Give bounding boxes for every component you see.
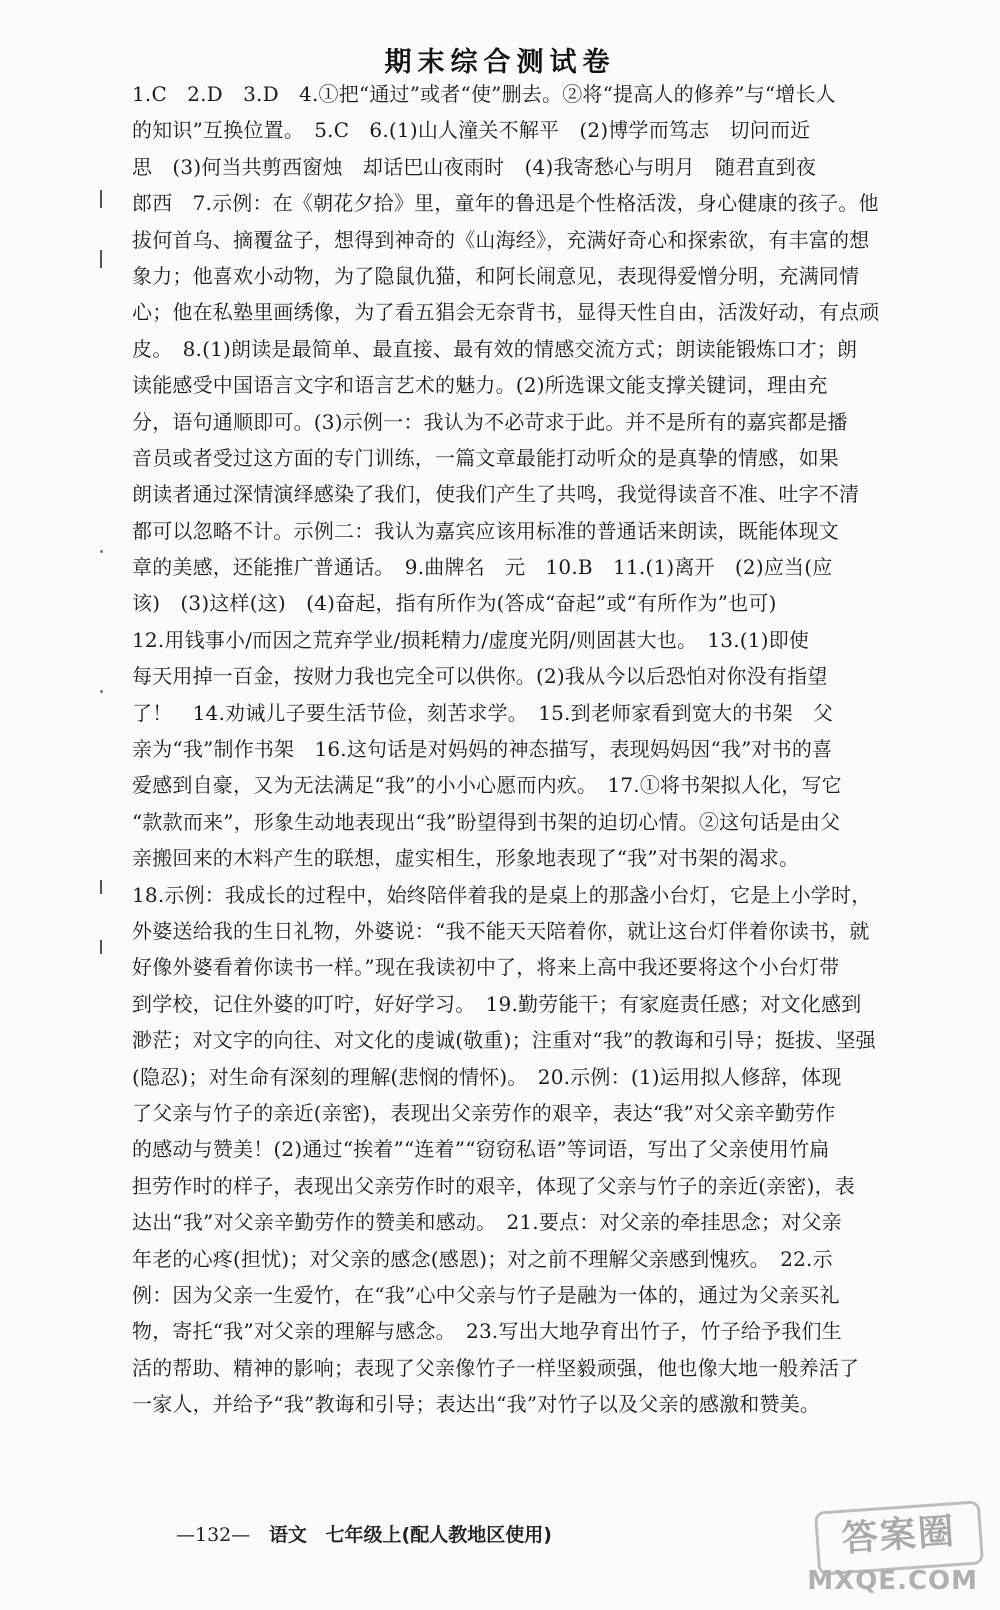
- watermark-url: MXQE.COM: [807, 1566, 978, 1596]
- answer-line: 外婆送给我的生日礼物，外婆说：“我不能天天陪着你，就让这台灯伴着你读书，就: [132, 918, 870, 943]
- footer: [176, 1520, 564, 1547]
- answer-line: “款款而来”，形象生动地表现出“我”盼望得到书架的迫切心情。②这句话是由父: [132, 809, 841, 834]
- answer-line: 渺茫；对文字的向往、对文化的虔诚(敬重)；注重对“我”的教诲和引导；挺拔、坚强: [132, 1028, 876, 1053]
- answer-line: 例：因为父亲一生爱竹，在“我”心中父亲与竹子是融为一体的，通过为父亲买礼: [132, 1282, 840, 1307]
- answer-line: 读能感受中国语言文字和语言艺术的魅力。(2)所选课文能支撑关键词，理由充: [132, 373, 828, 398]
- binding-mark: [100, 190, 102, 208]
- answer-line: 12.用钱事小/而因之荒弃学业/损耗精力/虚度光阴/则固甚大也。 13.(1)即使: [132, 627, 810, 652]
- answer-line: 思 (3)何当共剪西窗烛 却话巴山夜雨时 (4)我寄愁心与明月 随君直到夜: [132, 154, 817, 179]
- answer-line: 都可以忽略不计。示例二：我认为嘉宾应该用标准的普通话来朗读，既能体现文: [132, 518, 839, 543]
- subject-label: 语文: [268, 1524, 307, 1546]
- answer-line: 郎西 7.示例：在《朝花夕拾》里，童年的鲁迅是个性格活泼，身心健康的孩子。他: [132, 191, 879, 216]
- margin-binding-marks: [92, 150, 112, 1050]
- answer-line: 物，寄托“我”对父亲的理解与感念。 23.写出大地孕育出竹子，竹子给予我们生: [132, 1319, 842, 1344]
- answer-line: 象力；他喜欢小动物，为了隐鼠仇猫，和阿长闹意见，表现得爱憎分明，充满同情: [132, 263, 860, 288]
- answer-line: 到学校，记住外婆的叮咛，好好学习。 19.勤劳能干；有家庭责任感；对文化感到: [132, 991, 862, 1016]
- answer-line: 年老的心疼(担忧)；对父亲的感念(感恩)；对之前不理解父亲感到愧疚。 22.示: [132, 1246, 833, 1271]
- page-number: —132—: [176, 1524, 251, 1546]
- answer-line: 一家人，并给予“我”教诲和引导；表达出“我”对竹子以及父亲的感激和赞美。: [132, 1392, 821, 1417]
- binding-mark: [100, 550, 103, 553]
- answer-line: 达出“我”对父亲辛勤劳作的赞美和感动。 21.要点：对父亲的牵挂思念；对父亲: [132, 1210, 842, 1235]
- binding-mark: [100, 940, 102, 954]
- answer-line: 的感动与赞美！(2)通过“挨着”“连着”“窃窃私语”等词语，写出了父亲使用竹扁: [132, 1137, 830, 1162]
- binding-mark: [100, 880, 102, 894]
- answer-line: 章的美感，还能推广普通话。 9.曲牌名 元 10.B 11.(1)离开 (2)应当(应: [132, 555, 833, 580]
- answer-line: 分，语句通顺即可。(3)示例一：我认为不必苛求于此。并不是所有的嘉宾都是播: [132, 409, 848, 434]
- watermark-badge: 答案圈: [814, 1500, 984, 1575]
- answer-line: 每天用掉一百金，按财力我也完全可以供你。(2)我从今以后恐怕对你没有指望: [132, 664, 828, 689]
- answer-line: 亲搬回来的木料产生的联想，虚实相生，形象地表现了“我”对书架的渴求。: [132, 846, 800, 871]
- answer-line: 音员或者受过这方面的专门训练，一篇文章最能打动听众的是真挚的情感，如果: [132, 445, 839, 470]
- answer-line: 1.C 2.D 3.D 4.①把“通过”或者“使”删去。②将“提高人的修养”与“增长人: [132, 82, 836, 106]
- answer-line: 担劳作时的样子，表现出父亲劳作时的艰辛，体现了父亲与竹子的亲近(亲密)，表: [132, 1173, 856, 1198]
- binding-mark: [100, 250, 102, 268]
- answer-line: 该) (3)这样(这) (4)奋起，指有所作为(答成“奋起”或“有所作为”也可): [132, 591, 777, 616]
- watermark: [807, 1506, 982, 1602]
- answer-line: 心；他在私塾里画绣像，为了看五猖会无奈背书，显得天性自由，活泼好动，有点顽: [132, 300, 880, 325]
- answer-line: 爱感到自豪，又为无法满足“我”的小小心愿而内疚。 17.①将书架拟人化，写它: [132, 773, 842, 798]
- answer-line: 18.示例：我成长的过程中，始终陪伴着我的是桌上的那盏小台灯，它是上小学时，: [132, 882, 872, 907]
- answer-line: 拔何首乌、摘覆盆子，想得到神奇的《山海经》，充满好奇心和探索欲，有丰富的想: [132, 227, 870, 252]
- binding-mark: [100, 690, 103, 693]
- answer-line: 的知识”互换位置。 5.C 6.(1)山人潼关不解平 (2)博学而笃志 切问而近: [132, 118, 811, 143]
- answer-line: 皮。 8.(1)朗读是最简单、最直接、最有效的情感交流方式；朗读能锻炼口才；朗: [132, 336, 858, 361]
- answer-line: 亲为“我”制作书架 16.这句话是对妈妈的神态描写，表现妈妈因“我”对书的喜: [132, 737, 833, 762]
- answer-line: 了父亲与竹子的亲近(亲密)，表现出父亲劳作的艰辛，表达“我”对父亲辛勤劳作: [132, 1100, 836, 1125]
- page-title: 期末综合测试卷: [384, 47, 616, 78]
- answer-line: (隐忍)；对生命有深刻的理解(悲悯的情怀)。 20.示例：(1)运用拟人修辞，体现: [132, 1064, 842, 1089]
- answer-line: 朗读者通过深情演绎感染了我们，使我们产生了共鸣，我觉得读音不准、吐字不清: [132, 482, 860, 507]
- grade-label: 七年级上(配人教地区使用): [325, 1524, 552, 1546]
- answer-line: 了！ 14.劝诫儿子要生活节俭，刻苦求学。 15.到老师家看到宽大的书架 父: [132, 700, 834, 725]
- answer-text: [132, 76, 904, 1422]
- answer-line: 活的帮助、精神的影响；表现了父亲像竹子一样坚毅顽强，他也像大地一般养活了: [132, 1355, 860, 1380]
- answer-line: 好像外婆看着你读书一样。”现在我读初中了，将来上高中我还要将这个小台灯带: [132, 955, 840, 980]
